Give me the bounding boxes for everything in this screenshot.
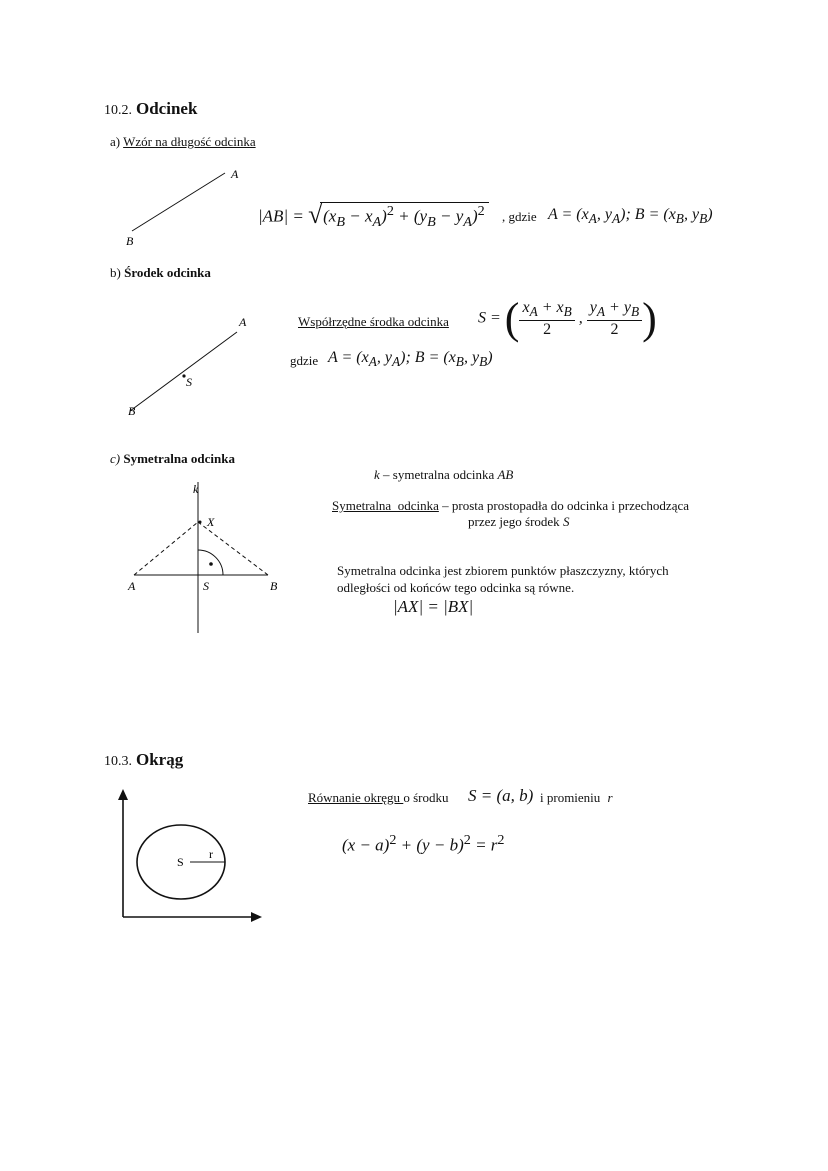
- section-title: Odcinek: [136, 99, 198, 118]
- section-10-2-heading: [104, 99, 197, 119]
- circle-radius-text: i promieniu r: [540, 790, 613, 805]
- bisector-diagram: [120, 478, 295, 638]
- section-10-3-heading: [104, 750, 183, 770]
- section-number: 10.2.: [104, 103, 132, 118]
- y-axis-arrow-icon: [118, 789, 128, 800]
- midpoint-gdzie: gdzie: [290, 353, 319, 368]
- subsection-c-label: Symetralna odcinka: [123, 451, 235, 466]
- r-symbol: r: [607, 790, 613, 805]
- line-k-label: k: [193, 482, 199, 496]
- dashed-ax: [134, 522, 198, 575]
- right-angle-dot: [209, 562, 213, 566]
- bisector-definition-line1: Symetralna odcinka – prosta prostopadła do odcinka i przechodząca: [332, 498, 690, 513]
- distance-points-def: $A = (x_A$, $y_A$); $B = (x_B$, $y_B$): [548, 206, 713, 227]
- point-b-label: B: [270, 579, 278, 593]
- midpoint-coords-label: Współrzędne środka odcinka: [298, 314, 449, 329]
- circle-equation-formula: $(x - a)^2 + (y - b)^2 = r^2$: [342, 832, 505, 855]
- dashed-bx: [198, 522, 268, 575]
- radius-r-label: r: [209, 847, 213, 861]
- bisector-k-description: k – symetralna odcinka AB: [374, 467, 514, 482]
- point-a-label: A: [128, 579, 136, 593]
- segment-ab-diagram: [110, 160, 260, 255]
- point-b-label: B: [128, 404, 136, 418]
- bisector-equality-formula: |AX| = |BX|: [393, 597, 474, 616]
- distance-formula: |AB| = √ $(x_B - x_A)^2 + (y_B - y_A)^2$: [258, 203, 489, 231]
- segment-ab: [130, 332, 237, 411]
- point-x-label: X: [207, 515, 215, 529]
- subsection-b-prefix: b): [110, 265, 121, 280]
- point-x-dot: [199, 521, 202, 524]
- point-b-label: B: [126, 234, 134, 248]
- segment-ab: [132, 173, 225, 231]
- center-s-label: S: [177, 855, 184, 869]
- x-axis-arrow-icon: [251, 912, 262, 922]
- point-a-label: A: [231, 167, 239, 181]
- midpoint-formula: S = ( $\frac{x_A + x_B}{2}$ , $\frac{y_A + y_B}{2}$ ): [478, 294, 657, 343]
- point-a-label: A: [239, 315, 247, 329]
- subsection-c-prefix: c): [110, 451, 121, 466]
- midpoint-where: [290, 353, 318, 369]
- k-symbol: k: [374, 467, 380, 482]
- subsection-a-heading: [110, 134, 256, 150]
- subsection-a-prefix: a): [110, 134, 121, 149]
- section-title: Okrąg: [136, 750, 184, 769]
- subsection-b-label: Środek odcinka: [124, 265, 211, 280]
- point-s-label: S: [203, 579, 209, 593]
- midpoint-diagram: [110, 310, 260, 425]
- bisector-property: Symetralna odcinka jest zbiorem punktów płaszczyzny, których odległości od końców tego odcinka są równe.: [337, 563, 669, 595]
- point-s-label: S: [186, 375, 192, 389]
- subsection-c-heading: [110, 451, 235, 467]
- bisector-definition-line2: przez jego środek S: [468, 514, 570, 529]
- section-number: 10.3.: [104, 754, 132, 769]
- circle-diagram: [105, 785, 270, 925]
- circle-center-def: S = (a, b): [468, 786, 534, 805]
- distance-where: [502, 209, 537, 225]
- circle-equation-label: Równanie okręgu o środku: [308, 790, 449, 805]
- subsection-b-heading: [110, 265, 211, 281]
- midpoint-points-def: $A = (x_A$, $y_A$); $B = (x_B$, $y_B$): [328, 349, 493, 370]
- subsection-a-label: Wzór na długość odcinka: [123, 134, 256, 149]
- bisector-term: Symetralna odcinka: [332, 498, 439, 513]
- distance-gdzie: , gdzie: [502, 209, 537, 224]
